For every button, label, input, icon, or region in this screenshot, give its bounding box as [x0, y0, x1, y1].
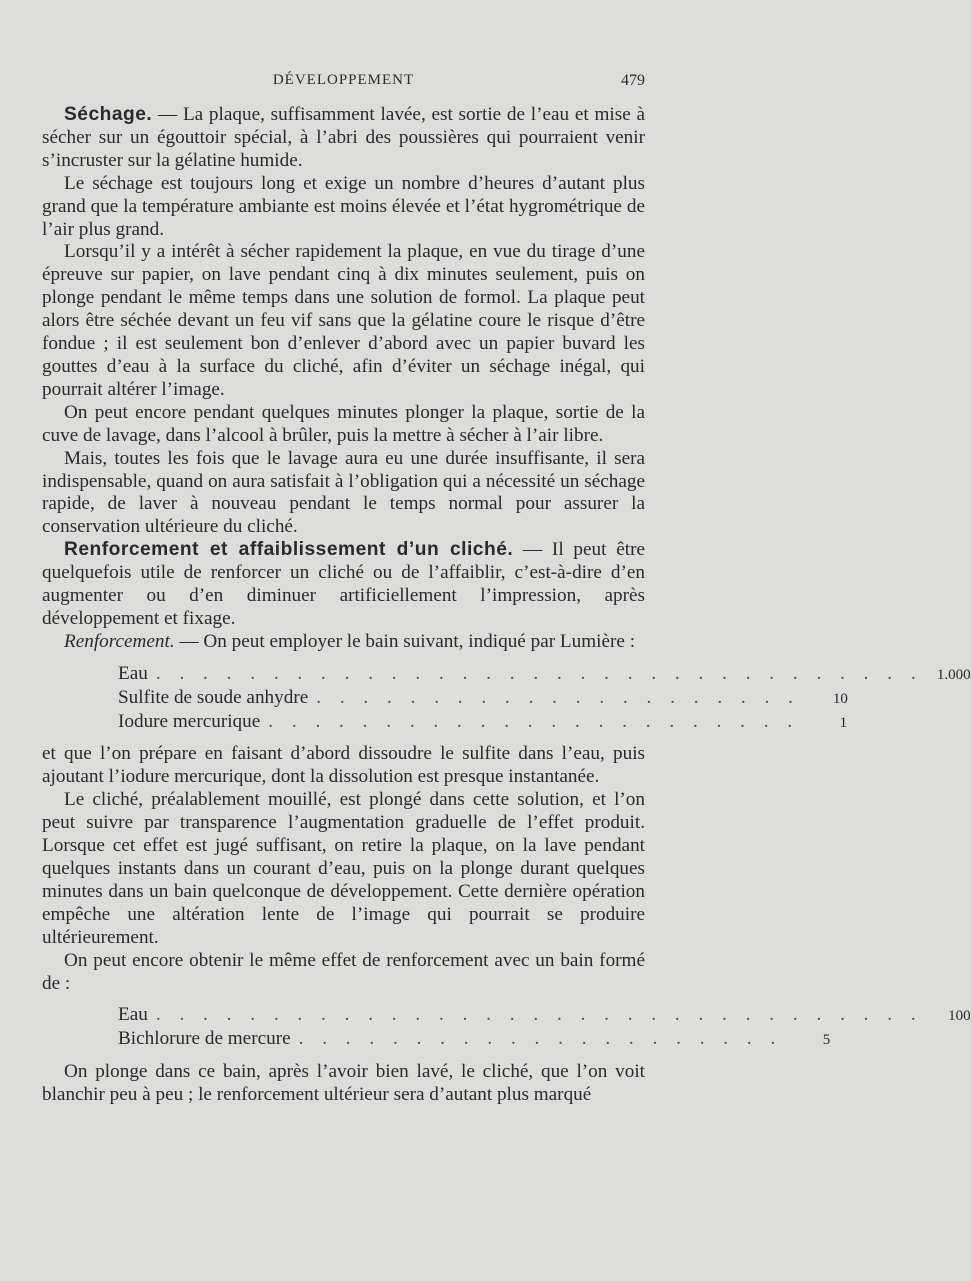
paragraph: Mais, toutes les fois que le lavage aura eu une durée insuffisante, il sera indispensable, quand on aura satisfait à l’obligation qui a nécessité un séchage rapide, de laver à nouveau pendant le temps normal pour assurer la conservation ultérieure du cliché.: [42, 447, 645, 538]
paragraph: On plonge dans ce bain, après l’avoir bien lavé, le cliché, que l’on voit blanchir peu à peu ; le renforcement ultérieur sera d’autant plus marqué: [42, 1061, 645, 1106]
running-header: [42, 72, 645, 94]
section-heading-renforcement: Renforcement et affaiblissement d’un cliché.: [64, 539, 514, 561]
ingredient-quantity: 5: [822, 1032, 831, 1049]
paragraph-text: — La plaque, suffisamment lavée, est sortie de l’eau et mise à sécher sur un égouttoir spécial, à l’abri des poussières qui pourraient venir s’incruster sur la gélatine humide.: [42, 104, 645, 171]
paragraph: Le cliché, préalablement mouillé, est plongé dans cette solution, et l’on peut suivre par transparence l’augmentation graduelle de l’effet produit. Lorsque cet effet est jugé suffisant, on retire la plaque, on la lave pendant quelques instants dans un courant d’eau, puis on la plonge durant quelques minutes dans un bain quelconque de développement. Cette dernière opération empêche une altération lente de l’image qui pourrait se produire ultérieurement.: [42, 789, 645, 948]
paragraph: Lorsqu’il y a intérêt à sécher rapidement la plaque, en vue du tirage d’une épreuve sur papier, on lave pendant cinq à dix minutes seulement, puis on plonge pendant le même temps dans une solution de formol. La plaque peut alors être séchée devant un feu vif sans que la gélatine coure le risque d’être fondue ; il est seulement bon d’enlever d’abord avec un papier buvard les gouttes d’eau à la surface du cliché, afin d’éviter un séchage inégal, qui pourrait altérer l’image.: [42, 241, 645, 400]
recipe-table-lumiere: [118, 662, 971, 735]
recipe-table-bichlorure: [118, 1004, 971, 1052]
recipe-row: [118, 686, 848, 711]
recipe-row: [118, 1004, 971, 1028]
running-title: DÉVELOPPEMENT: [272, 72, 415, 88]
leader-dots: . . . . . . . . . . . . . . . . . . . . .: [316, 686, 800, 708]
paragraph-renforcement: [42, 539, 645, 631]
ingredient-name: Sulfite de soude anhydre: [118, 686, 309, 708]
page-number: 479: [621, 72, 645, 89]
ingredient-quantity: 10: [832, 690, 848, 707]
ingredient-name: Bichlorure de mercure: [118, 1028, 291, 1050]
ingredient-quantity: 1.000: [936, 666, 971, 683]
ingredient-quantity: 100: [948, 1008, 971, 1025]
paragraph: et que l’on prépare en faisant d’abord dissoudre le sulfite dans l’eau, puis ajoutant l’iodure mercurique, dont la dissolution est presque instantanée.: [42, 743, 645, 788]
paragraph-sechage: [42, 104, 645, 173]
leader-dots: . . . . . . . . . . . . . . . . . . . . . . . . . . . . . . . . .: [155, 662, 923, 684]
ingredient-name: Iodure mercurique: [118, 710, 261, 732]
ingredient-name: Eau: [118, 1004, 148, 1026]
paragraph: Le séchage est toujours long et exige un nombre d’heures d’autant plus grand que la température ambiante est moins élevée et l’état hygrométrique de l’air plus grand.: [42, 172, 645, 240]
leader-dots: . . . . . . . . . . . . . . . . . . . . . . .: [268, 710, 800, 732]
page-body: [42, 104, 971, 1107]
ingredient-quantity: 1: [839, 714, 848, 731]
paragraph: On peut encore pendant quelques minutes plonger la plaque, sortie de la cuve de lavage, dans l’alcool à brûler, puis la mettre à sécher à l’air libre.: [42, 401, 645, 446]
paragraph: On peut encore obtenir le même effet de renforcement avec un bain formé de :: [42, 949, 645, 994]
subheading-renforcement: Renforcement.: [64, 630, 175, 652]
leader-dots: . . . . . . . . . . . . . . . . . . . . . . . . . . . . . . . . .: [155, 1004, 923, 1026]
recipe-row: [118, 1028, 831, 1052]
paragraph-text: — On peut employer le bain suivant, indiqué par Lumière :: [174, 630, 636, 652]
section-heading-sechage: Séchage.: [64, 104, 153, 125]
recipe-row: [118, 710, 848, 735]
ingredient-name: Eau: [118, 662, 148, 684]
recipe-row: [118, 662, 971, 687]
paragraph: [42, 631, 645, 654]
leader-dots: . . . . . . . . . . . . . . . . . . . . .: [298, 1028, 783, 1050]
paragraph-text: — Il peut être quelquefois utile de renforcer un cliché ou de l’affaiblir, c’est-à-dire d’en augmenter ou d’en diminuer artificiellement l’impression, après développement et fixage.: [42, 539, 645, 629]
